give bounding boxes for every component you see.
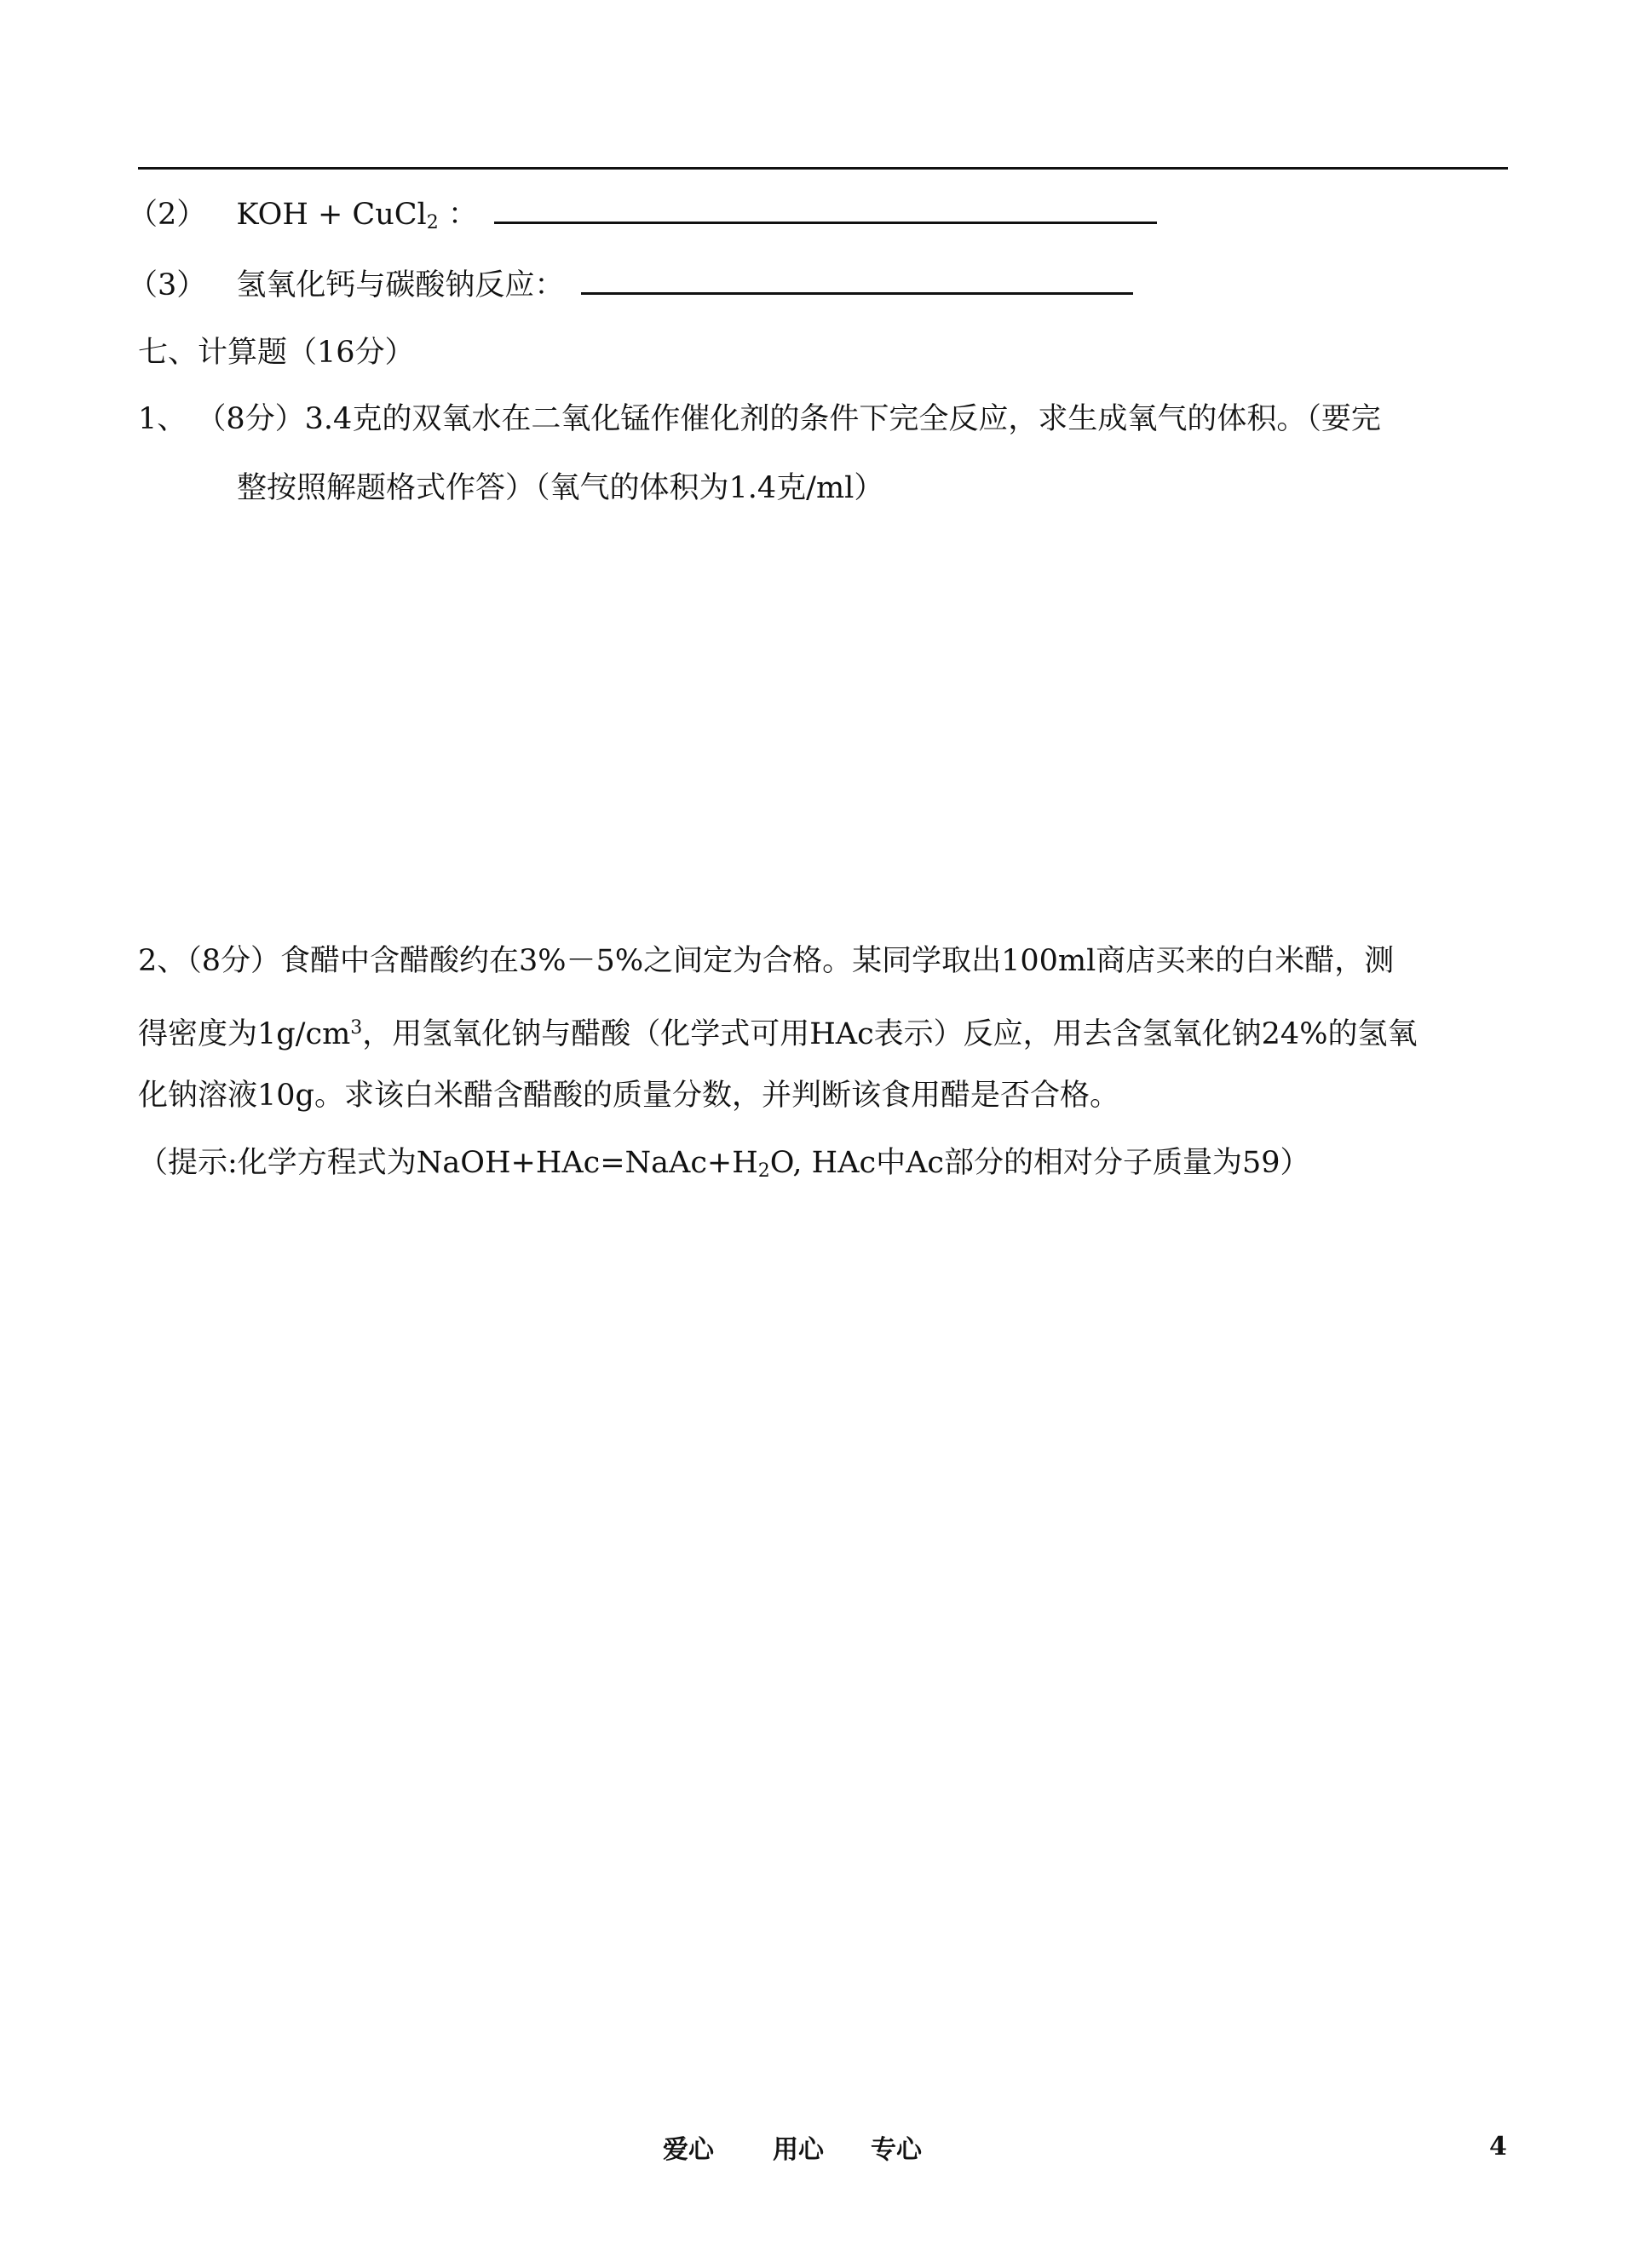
item-number: （3） [128,268,207,302]
section-title: 七、计算题（16分） [138,336,415,370]
problem-2-line-1: 2、（8分）食醋中含醋酸约在3%－5%之间定为合格。某同学取出100ml商店买来的白米醋，测 [138,944,1395,978]
problem-2-hint: （提示:化学方程式为$NaOH+HAc=NaAc+H_2O$, HAc中Ac部分的相对分子质量为59） [138,1146,1310,1182]
problem-1-line-2: 整按照解题格式作答）（氧气的体积为1.4克/ml） [237,471,884,505]
footer-mark-3: 专心 [871,2135,922,2165]
item-number: （2） [128,198,207,232]
answer-blank[interactable] [581,267,1133,295]
problem-1-line-1: 1、 （8分）3.4克的双氧水在二氧化锰作催化剂的条件下完全反应，求生成氧气的体积。（要完 [138,402,1381,436]
problem-2-line-3: 化钠溶液10g。求该白米醋含醋酸的质量分数，并判断该食用醋是否合格。 [138,1079,1119,1113]
footer-mark-1: 爱心 [663,2135,714,2165]
reaction-description: 氢氧化钙与碳酸钠反应： [236,268,565,302]
page-number: 4 [1489,2132,1507,2162]
header-rule [138,167,1508,170]
reaction-item-3 [128,267,1133,304]
answer-blank[interactable] [494,196,1157,224]
reaction-formula: KOH + CuCl$_2$ ： [236,198,478,233]
footer-mark-2: 用心 [773,2135,824,2165]
problem-2-line-2: 得密度为$1g/cm^3$，用氢氧化钠与醋酸（化学式可用HAc表示）反应，用去含氢氧化钠24%的氢氧 [138,1017,1418,1051]
reaction-item-2 [128,196,1157,242]
